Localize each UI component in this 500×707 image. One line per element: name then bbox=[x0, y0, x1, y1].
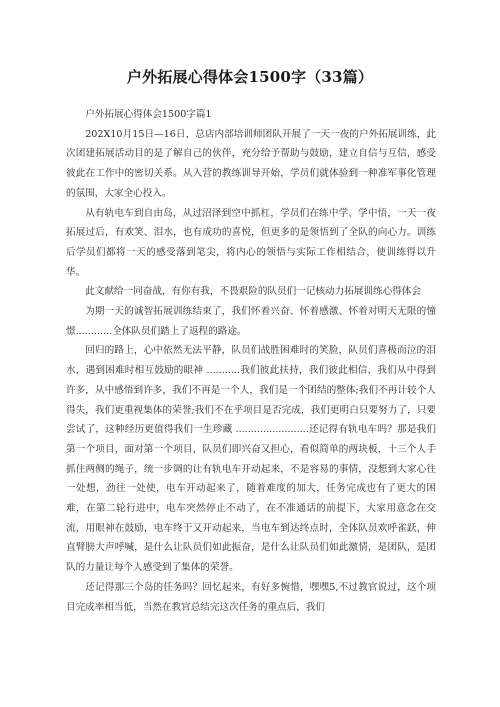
paragraph: 此文献给一同奋战，有你有我，不畏艰险的队员们一记核动力拓展训练心得体会 bbox=[85, 286, 421, 298]
paragraph: 从有轨电车到自由岛，从过沼泽到空中抓杠，学员们在练中学、学中悟，一天一夜拓展过后，有欢笑、泪水，也有成功的喜悦，但更多的是领悟到了全队的向心力。训练后学员们都将一天的感受落到笔尖，将内心的领悟与实际工作相结合，使训练得以升华。 bbox=[66, 207, 436, 278]
document-body bbox=[66, 105, 436, 617]
paragraph: 202X10月15日—16日，总店内部培训师团队开展了一天一夜的户外拓展训练，此次团建拓展活动目的是了解自己的伙伴，充分给予帮助与鼓励，建立自信与互信，感受彼此在工作中的密切关系。从入营的教练训导开始，学员们就体验到一种准军事化管理的氛围，大家全心投入。 bbox=[66, 128, 436, 199]
paragraph: 还记得那三个岛的任务吗？回忆起来，有好多惋惜，嘿嘿5,不过教官说过，这个项目完成率相当低，当然在教官总结完这次任务的重点后，我们 bbox=[66, 581, 436, 613]
document-title: 户外拓展心得体会1500字（33篇） bbox=[126, 68, 374, 86]
section-heading: 户外拓展心得体会1500字篇1 bbox=[85, 109, 212, 120]
paragraph: 回归的路上，心中依然无法平静，队员们战胜困难时的笑脸，队员们喜极而泣的泪水，遇到困难时相互鼓励的眼神 ...........我们彼此扶持，我们彼此相信，我们从中得到许多，从中感悟到许多，我们不再是一个人，我们是一个团结的整体;我们不再计较个人得失，我们更重视集体的荣誉;我们不在乎项目是否完成，我们更明白只要努力了，只要尝试了，这种经历更值得我们一生珍藏 ........................还记得有轨电车吗？那是我们第一个项目，面对第一个项目，队员们即兴奋又担心，看似简单的两块板，十三个人手抓住两侧的绳子，统一步调的让有轨电车开动起来，不是容易的事情，没想到大家心往一处想，劲往一处使，电车开动起来了，随着难度的加大，任务完成也有了更大的困难，在第二轮行进中，电车突然停止不动了，在不准通话的前提下，大家用意念在交流，用眼神在鼓励，电车终于又开动起来，当电车到达终点时，全体队员欢呼雀跃，伸直臂膀大声呼喊，是什么让队员们如此振奋，是什么让队员们如此激情，是团队，是团队的力量让每个人感受到了集体的荣誉。 bbox=[66, 345, 436, 574]
paragraph: 为期一天的诚智拓展训练结束了，我们怀着兴奋、怀着感激、怀着对明天无限的憧憬............全体队员们踏上了返程的路途。 bbox=[66, 306, 436, 337]
